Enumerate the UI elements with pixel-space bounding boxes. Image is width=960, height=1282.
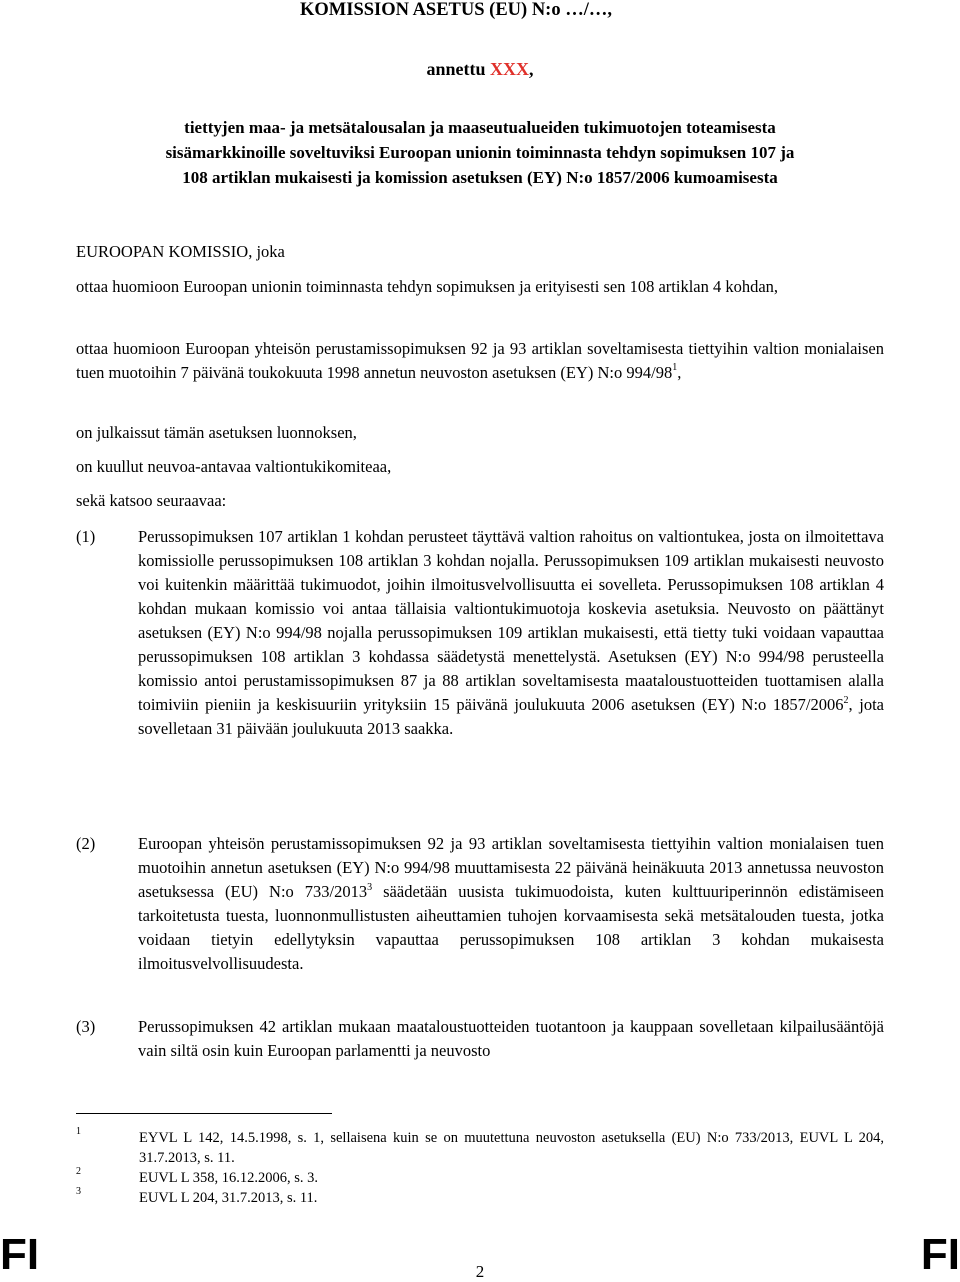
recital-text-b: säädetään uusista tukimuodoista, kuten kulttuuriperinnön edistämiseen tarkoitetusta tuesta, luonnonmullistusten aiheuttamien tuhojen korvaamisesta sekä metsätalouden tuesta, jotka voidaan tietyin edellytyksin vapauttaa perussopimuksen 108 artiklan 3 kohdan mukaisesta ilmoitusvelvollisuudesta. [138,882,884,973]
recital-regulation-end: , [677,362,682,382]
annettu-label: annettu [426,59,486,79]
page-number: 2 [475,1262,485,1281]
whereas-intro: sekä katsoo seuraavaa: [76,491,227,510]
recital-regulation-basis [76,337,884,384]
published-draft: on julkaissut tämän asetuksen luonnoksen, [76,423,357,442]
footnote-3 [76,1188,884,1208]
recital-treaty-basis: ottaa huomioon Euroopan unionin toiminnasta tehdyn sopimuksen ja erityisesti sen 108 artiklan 4 kohdan, [76,277,779,296]
footnote-2 [76,1168,884,1188]
document-title: KOMISSION ASETUS (EU) N:o …/…, [300,0,612,20]
subject-line: 108 artiklan mukaisesti ja komission asetuksen (EY) N:o 1857/2006 kumoamisesta [182,168,778,187]
footnote-1 [76,1128,884,1168]
footnote-ref[interactable]: 3 [367,881,373,893]
adoption-date-line [0,59,960,80]
recital-number: (3) [76,1017,96,1036]
language-code-right: FI [920,1230,960,1279]
recital-text [138,525,884,741]
regulation-subject [60,115,900,190]
footnote-ref[interactable]: 2 [843,694,849,706]
recital-number: (1) [76,527,96,546]
recital-2 [76,832,884,976]
recital-text [138,832,884,976]
footnote-text: EUVL L 358, 16.12.2006, s. 3. [139,1170,318,1186]
footnote-text: EUVL L 204, 31.7.2013, s. 11. [139,1190,318,1206]
subject-line: sisämarkkinoille soveltuviksi Euroopan unionin toiminnasta tehdyn sopimuksen 107 ja [165,143,795,162]
recital-3 [76,1015,884,1063]
recital-text-b: , jota sovelletaan 31 päivään joulukuuta 2013 saakka. [138,695,884,738]
recital-regulation-text: ottaa huomioon Euroopan yhteisön perustamissopimuksen 92 ja 93 artiklan soveltamisesta tiettyihin valtion monialaisen tuen muotoihin 7 päivänä toukokuuta 1998 annetun neuvoston asetuksen (EY) N:o 994/98 [76,339,884,382]
date-placeholder: XXX [490,59,529,79]
recital-text: Perussopimuksen 42 artiklan mukaan maataloustuotteiden tuotantoon ja kauppaan sovelletaan kilpailusääntöjä vain siltä osin kuin Euroopan parlamentti ja neuvosto [138,1017,884,1060]
footnote-ref[interactable]: 1 [672,362,678,373]
commission-intro: EUROOPAN KOMISSIO, joka [76,242,285,261]
footnote-number: 1 [76,1126,81,1137]
recital-text-a: Euroopan yhteisön perustamissopimuksen 92 ja 93 artiklan soveltamisesta tiettyihin valtion monialaisen tuen muotoihin annetun asetuksen (EY) N:o 994/98 muuttamisesta 22 päivänä heinäkuuta 2013 annetussa neuvoston asetuksessa (EU) N:o 733/2013 [138,834,884,901]
recital-text-a: Perussopimuksen 107 artiklan 1 kohdan perusteet täyttävä valtion rahoitus on valtiontukea, josta on ilmoitettava komissiolle perussopimuksen 108 artiklan 3 kohdan nojalla. Perussopimuksen 109 artiklan mukaisesti neuvosto voi kuitenkin määrittää tukimuodot, joihin ilmoitusvelvollisuutta ei sovelleta. Perussopimuksen 108 artiklan 4 kohdan mukaan komissio voi antaa tällaisia valtiontukimuotoja koskevia asetuksia. Neuvosto on päättänyt asetuksen (EY) N:o 994/98 nojalla perussopimuksen 109 artiklan mukaisesti, että tietty tuki voidaan vapauttaa perussopimuksen 108 artiklan 3 kohdassa säädetystä menettelystä. Asetuksen (EY) N:o 994/98 perusteella komissio antoi perustamissopimuksen 87 ja 88 artiklan soveltamisesta maataloustuotteiden tuottamisen alalla toimiviin pieniin ja keskisuuriin yrityksiin 15 päivänä joulukuuta 2006 asetuksen (EY) N:o 1857/2006 [138,527,884,714]
consulted-committee: on kuullut neuvoa-antavaa valtiontukikomiteaa, [76,457,392,476]
recital-1 [76,525,884,741]
annettu-suffix: , [529,59,534,79]
footnote-text: EYVL L 142, 14.5.1998, s. 1, sellaisena kuin se on muutettuna neuvoston asetuksella (EU) N:o 733/2013, EUVL L 204, 31.7.2013, s. 11. [139,1130,884,1166]
subject-line: tiettyjen maa- ja metsätalousalan ja maaseutualueiden tukimuotojen toteamisesta [184,118,776,137]
footnote-number: 2 [76,1166,81,1177]
footnote-separator [76,1113,332,1114]
footnote-number: 3 [76,1186,81,1197]
recital-number: (2) [76,834,96,853]
language-code-left: FI [0,1230,40,1279]
